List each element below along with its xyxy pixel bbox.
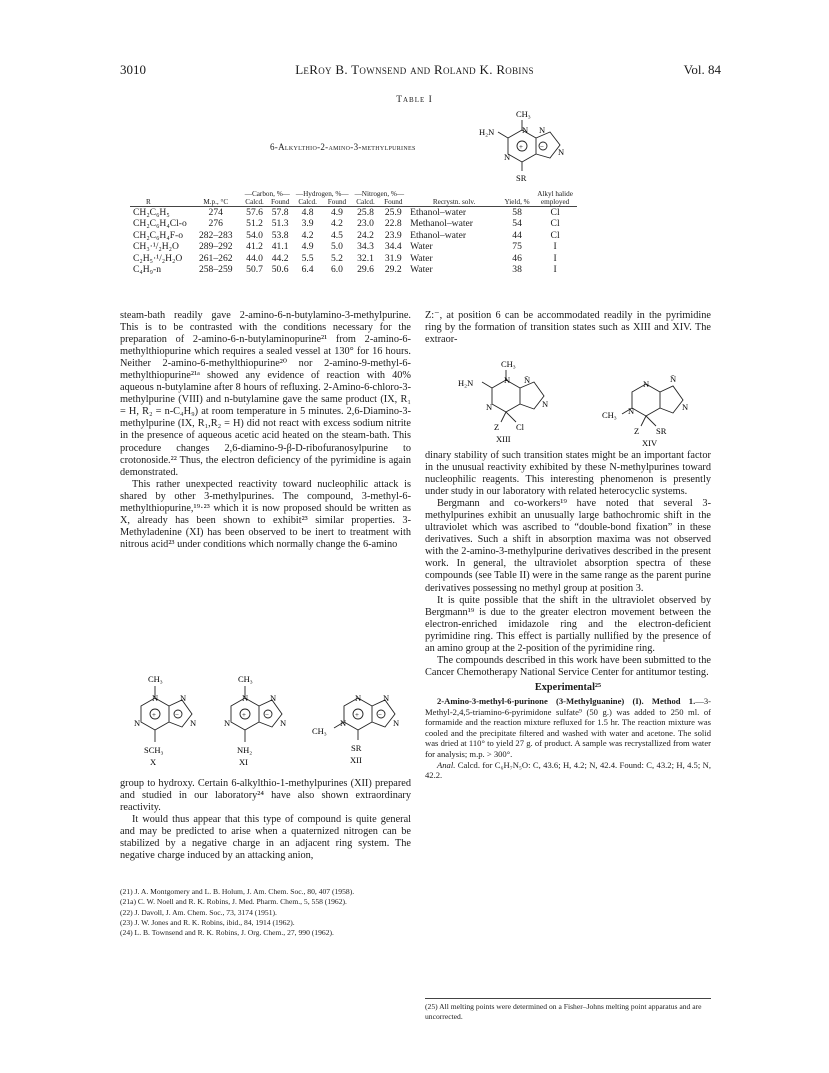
left-column-text-top bbox=[120, 310, 411, 551]
paragraph: It would thus appear that this type of compound is quite general and may be predicted to arise when a quaternized nitrogen can be stabilized by a negative charge in an adjacent ring system. The negative charge induced by an attacking anion, bbox=[120, 814, 411, 862]
col-hydrogen: —Hydrogen, %— bbox=[295, 190, 349, 198]
footnote: (25) All melting points were determined on a Fisher–Johns melting point apparatus and are uncorrected. bbox=[425, 1002, 702, 1022]
col-alkyl-halide: Alkyl halide employed bbox=[537, 190, 573, 206]
xiii-z: Z bbox=[494, 422, 500, 432]
footnote: (24) L. B. Townsend and R. K. Robins, J. Org. Chem., 27, 990 (1962). bbox=[120, 928, 334, 938]
running-head-authors: LeRoy B. Townsend and Roland K. Robins bbox=[295, 62, 534, 77]
struct-sr: SR bbox=[516, 173, 527, 183]
x-label: X bbox=[150, 757, 157, 767]
structures-x-xi-xii bbox=[122, 668, 412, 778]
xiv-ch3: CH₃ bbox=[602, 410, 617, 420]
footnote: (21) J. A. Montgomery and L. B. Holum, J. Am. Chem. Soc., 80, 407 (1958). bbox=[120, 887, 355, 896]
struct-plus: + bbox=[519, 143, 523, 151]
xiii-ch3: CH₃ bbox=[501, 359, 516, 369]
col-calcd: Calcd. bbox=[298, 198, 317, 206]
xi-n4: N bbox=[224, 718, 231, 728]
footnote-rule bbox=[425, 998, 711, 999]
footnote: (23) J. W. Jones and R. K. Robins, ibid., 84, 1914 (1962). bbox=[120, 917, 295, 927]
xii-label: XII bbox=[350, 755, 362, 765]
struct-minus: − bbox=[540, 143, 544, 151]
xii-plus: + bbox=[355, 711, 359, 719]
xiii-n4: N bbox=[486, 402, 493, 412]
table-row: CH₂C₆H₅ 274 57.6 57.8 4.8 4.9 25.8 25.9 Ethanol–water 58 Cl bbox=[133, 207, 560, 218]
xi-n3: N bbox=[280, 718, 287, 728]
x-plus: + bbox=[152, 711, 156, 719]
paragraph: Bergmann and co-workers¹⁹ have noted that several 3-methylpurines exhibit an unusually large bathochromic shift in the ultraviolet which was ascribed to “double-bond fixation” in these derivatives. Such a shift in absorption maxima was not observed with the 2-amino-3-methylpurine derivatives described in the present work. In general, the ultraviolet absorption spectra of these compounds (see Table II) were in the same range as the parent purine derivatives possessing no methyl group at position 3. bbox=[425, 498, 711, 594]
col-carbon: —Carbon, %— bbox=[244, 190, 290, 198]
col-r: R bbox=[146, 198, 151, 206]
page-number: 3010 bbox=[120, 62, 146, 77]
x-sub: SCH₃ bbox=[144, 745, 164, 755]
paragraph: dinary stability of such transition states might be an important factor in the unusual reactivity exhibited by these N-methylpurines toward nucleophilic reagents. This interesting phenomenon is presently under study in our laboratory with related heterocyclic systems. bbox=[425, 450, 711, 498]
xi-n1: N bbox=[242, 693, 249, 703]
col-yield: Yield, % bbox=[504, 198, 530, 206]
xiii-n3: N bbox=[542, 399, 549, 409]
xii-ch3: CH₃ bbox=[312, 726, 327, 736]
xiii-label: XIII bbox=[496, 434, 511, 444]
analysis-paragraph: Anal. Calcd. for C₆H₇N₅O: C, 43.6; H, 4.2; N, 42.4. Found: C, 43.2; H, 4.5; N, 42.2. bbox=[425, 759, 711, 781]
footnote-right bbox=[425, 1002, 711, 1023]
experimental-heading: Experimental²⁵ bbox=[534, 681, 602, 693]
table-row: CH₂C₆H₄Cl-o 276 51.2 51.3 3.9 4.2 23.0 22.8 Methanol–water 54 Cl bbox=[133, 218, 560, 230]
xiii-n1: N bbox=[504, 375, 511, 385]
struct-ch3: CH₃ bbox=[516, 109, 531, 119]
xiv-z: Z bbox=[634, 426, 640, 436]
xi-ch3: CH₃ bbox=[238, 674, 253, 684]
x-minus: − bbox=[175, 711, 179, 719]
col-calcd: Calcd. bbox=[356, 198, 375, 206]
right-column-text-bottom bbox=[425, 450, 711, 781]
table-structure-diagram bbox=[478, 108, 578, 188]
table-row: CH₂C₆H₄F-o 282–283 54.0 53.8 4.2 4.5 24.2 23.9 Ethanol–water 44 Cl bbox=[133, 229, 560, 241]
struct-n: N bbox=[504, 152, 511, 162]
struct-n: N bbox=[539, 125, 546, 135]
struct-n: N bbox=[522, 125, 529, 135]
xiii-h2n: H₂N bbox=[458, 378, 474, 388]
paragraph: This rather unexpected reactivity toward nucleophilic attack is shared by other 3-methylpurines. The compound, 3-methyl-6-methylthiopurine,¹⁹·²³ which it is now proposed should be written as X, already has been shown to exhibit²³ similar properties. 3-Methyladenine (XI) has been observed to be inert to treatment with nitrous acid²³ under conditions which normally change the 6-amino bbox=[120, 478, 411, 550]
xi-n2: N bbox=[270, 693, 277, 703]
table-title: 6-Alkylthio-2-amino-3-methylpurines bbox=[270, 142, 416, 152]
xi-minus: − bbox=[265, 711, 269, 719]
xiv-n1: N bbox=[643, 379, 650, 389]
xii-n2: N bbox=[383, 693, 390, 703]
xi-sub: NH₂ bbox=[237, 745, 253, 755]
xii-n4: N bbox=[340, 718, 347, 728]
experimental-paragraph: 2-Amino-3-methyl-6-purinone (3-Methylguanine) (I). Method 1.—3-Methyl-2,4,5-triamino-6-pyrimidone sulfate⁹ (50 g.) was added to 250 ml. of formamide and the reaction mixture refluxed for 1.5 hr. The reaction mixture was cooled and the precipitate filtered and washed with water and acetone. The solid was dried at 110° to yield 27 g. of product. A sample was recrystallized from water for analysis; m.p. > 300°. bbox=[425, 695, 711, 759]
col-found: Found bbox=[270, 198, 290, 206]
xii-n1: N bbox=[355, 693, 362, 703]
table-row: C₂H₅·¹/₂H₂O 261–262 44.0 44.2 5.5 5.2 32.1 31.9 Water 46 I bbox=[133, 252, 557, 264]
paragraph: steam-bath readily gave 2-amino-6-n-butylamino-3-methylpurine. This is to be contrasted with the conditions necessary for the preparation of 2-amino-6-n-butylaminopurine²¹ from 2-amino-6-methylthiopurine which requires a sealed vessel at 130° for 16 hours. Neither 2-amino-6-methylthiopurine²⁰ nor 2-amino-9-methyl-6-methylthiopurine²¹ᵃ showed any evidence of reaction with 40% aqueous n-butylamine after 8 hours of refluxing. 2-Amino-6-chloro-3-methylpurine (VIII) and n-butylamine gave the same product (IX, R₁ = H, R₂ = n-C₄H₉) at room temperature in 5 minutes. 2,6-Diamino-3-methylpurine (IX, R₁,R₂ = H) did not react with excess sodium nitrite in the presence of aqueous acetic acid heated on the steam-bath. This procedure changes 2,6-diamino-9-β-D-ribofuranosylpurine to crotonoside.²² Thus, the electron deficiency of the pyrimidine is again demonstrated. bbox=[120, 310, 411, 478]
struct-h2n: H₂N bbox=[479, 127, 495, 137]
xii-n3: N bbox=[393, 718, 400, 728]
col-recryst: Recrystn. solv. bbox=[432, 198, 476, 206]
table-label: Table I bbox=[396, 95, 433, 105]
xiii-cl: Cl bbox=[516, 422, 525, 432]
x-n2: N bbox=[180, 693, 187, 703]
x-n4: N bbox=[134, 718, 141, 728]
col-mp: M.p., °C bbox=[203, 198, 229, 206]
xi-plus: + bbox=[242, 711, 246, 719]
table-row: C₄H₉-n 258–259 50.7 50.6 6.4 6.0 29.6 29.2 Water 38 I bbox=[133, 264, 557, 276]
xii-minus: − bbox=[378, 711, 382, 719]
footnote: (22) J. Davoll, J. Am. Chem. Soc., 73, 3174 (1951). bbox=[120, 907, 277, 917]
paragraph: It is quite possible that the shift in the ultraviolet observed by Bergmann¹⁹ is due to the greater electron movement between the electron-enriched imidazole ring and the electron-deficient pyrimidine ring. This effect is partially nullified by the presence of an amino group at the 2-position of the pyrimidine ring. bbox=[425, 594, 711, 654]
table-header-row bbox=[130, 190, 577, 198]
volume-label: Vol. 84 bbox=[683, 62, 721, 77]
left-column-text-bottom bbox=[120, 778, 411, 862]
structures-xiii-xiv bbox=[446, 358, 706, 446]
struct-n: N bbox=[558, 147, 565, 157]
col-nitrogen: —Nitrogen, %— bbox=[354, 190, 405, 198]
table-row: CH₃·¹/₂H₂O 289–292 41.2 41.1 4.9 5.0 34.3 34.4 Water 75 I bbox=[133, 241, 557, 253]
col-found: Found bbox=[384, 198, 403, 206]
xiv-n4: N bbox=[628, 406, 635, 416]
col-calcd: Calcd. bbox=[245, 198, 264, 206]
x-ch3: CH₃ bbox=[148, 674, 163, 684]
xiv-n2: N̄ bbox=[670, 374, 677, 384]
col-found: Found bbox=[327, 198, 347, 206]
paragraph: Z:⁻, at position 6 can be accommodated readily in the pyrimidine ring by the formation of transition states such as XIII and XIV. The extraor- bbox=[425, 310, 711, 346]
footnotes-left bbox=[120, 887, 411, 938]
x-n1: N bbox=[152, 693, 159, 703]
paragraph: group to hydroxy. Certain 6-alkylthio-1-methylpurines (XII) prepared and studied in our laboratory²⁴ have also shown extraordinary reactivity. bbox=[120, 778, 411, 814]
paragraph: The compounds described in this work have been submitted to the Cancer Chemotherapy National Service Center for antitumor testing. bbox=[425, 654, 711, 678]
xi-label: XI bbox=[239, 757, 248, 767]
x-n3: N bbox=[190, 718, 197, 728]
xiv-sr: SR bbox=[656, 426, 667, 436]
xiv-label: XIV bbox=[642, 438, 658, 446]
xii-sub: SR bbox=[351, 743, 362, 753]
xiii-n2: N̄ bbox=[524, 375, 531, 385]
xiv-n3: N bbox=[682, 402, 689, 412]
footnote: (21a) C. W. Noell and R. K. Robins, J. Med. Pharm. Chem., 5, 558 (1962). bbox=[120, 897, 347, 907]
right-column-text-top bbox=[425, 310, 711, 346]
data-table bbox=[130, 190, 577, 275]
